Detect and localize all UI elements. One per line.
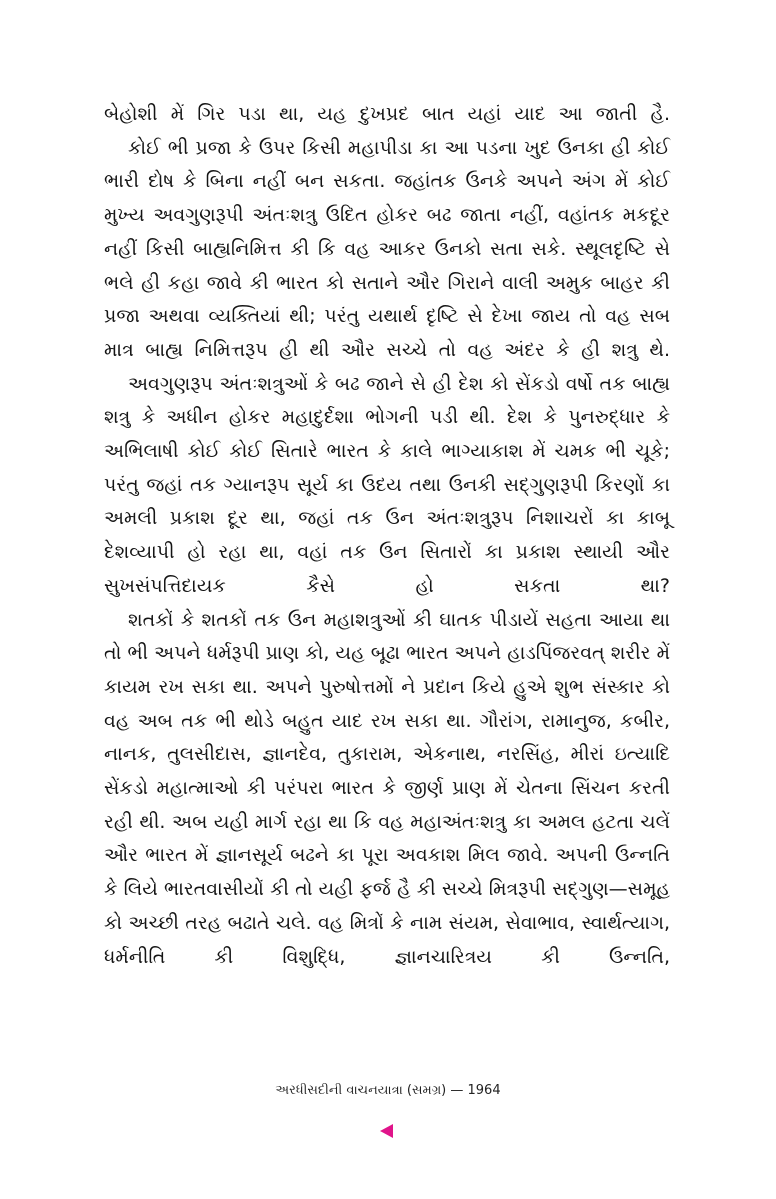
paragraph: શતકોં કે શતકોં તક ઉન મહાશત્રુઓં કી ઘાતક પીડાયેં સહતા આયા થા તો ભી અપને ધર્મરૂપી પ્રાણ કો, યહ બૂઢા ભારત અપને હાડપિંજરવત્ શરીર મેં કાયમ રખ સકા થા. અપને પુરુષોત્તમોં ને પ્રદાન કિયે હુએ શુભ સંસ્કાર કો વહ અબ તક ભી થોડે બહુત યાદ રખ સકા થા. ગૌરાંગ, રામાનુજ, કબીર, નાનક, તુલસીદાસ, જ્ઞાનદેવ, તુકારામ, એકનાથ, નરસિંહ, મીરાં ઇત્યાદિ સેંકડો મહાત્માઓ કી પરંપરા ભારત કે જીર્ણ પ્રાણ મેં ચેતના સિંચન કરતી રહી થી. અબ યહી માર્ગ રહા થા કિ વહ મહાઅંતઃશત્રુ કા અમલ હટતા ચલેં ઔર ભારત મેં જ્ઞાનસૂર્ય બઢને કા પૂરા અવકાશ મિલ જાવે. અપની ઉન્નતિ કે લિયે ભારતવાસીયોં કી તો યહી ફર્જ હૈ કી સચ્ચે મિત્રરૂપી સદ્ગુણ—સમૂહ કો અચ્છી તરહ બઢાતે ચલે. વહ મિત્રોં કે નામ સંયમ, સેવાભાવ, સ્વાર્થત્યાગ, ધર્મનીતિ કી વિશુદ્ધિ, જ્ઞાનચારિત્રય કી ઉન્નતિ, (104, 608, 670, 968)
page-body (104, 98, 670, 974)
paragraph-continuation: બેહોશી મેં ગિર પડા થા, યહ દુખપ્રદ બાત યહાં યાદ આ જાતી હૈ. (104, 103, 670, 125)
page-footer: અરધીસદીની વાચનયાત્રા (સમગ્ર) — 1964 (275, 1083, 501, 1098)
previous-page-arrow-icon[interactable] (380, 1124, 393, 1138)
paragraph: અવગુણરૂપ અંતઃશત્રુઓં કે બઢ જાને સે હી દેશ કો સેંકડો વર્ષો તક બાહ્ય શત્રુ કે અધીન હોકર મહાદુર્દશા ભોગની પડી થી. દેશ કે પુનરુદ્ધાર કે અભિલાષી કોઈ કોઈ સિતારે ભારત કે કાલે ભાગ્યાકાશ મેં ચમક ભી ચૂકે; પરંતુ જહાં તક ગ્યાનરૂપ સૂર્ય કા ઉદય તથા ઉનકી સદ્ગુણરૂપી કિરણોં કા અમલી પ્રકાશ દૂર થા, જહાં તક ઉન અંતઃશત્રુરૂપ નિશાચરોં કા કાબૂ દેશવ્યાપી હો રહા થા, વહાં તક ઉન સિતારોં કા પ્રકાશ સ્થાયી ઔર સુખસંપત્તિદાયક કૈસે હો સકતા થા? (104, 372, 670, 597)
paragraph: કોઈ ભી પ્રજા કે ઉપર કિસી મહાપીડા કા આ પડના ખુદ ઉનકા હી કોઈ ભારી દોષ કે બિના નહીં બન સકતા. જહાંતક ઉનકે અપને અંગ મેં કોઈ મુખ્ય અવગુણરૂપી અંતઃશત્રુ ઉદિત હોકર બઢ જાતા નહીં, વહાંતક મકદૂર નહીં કિસી બાહ્યનિમિત્ત કી કિ વહ આકર ઉનકો સતા સકે. સ્થૂલદૃષ્ટિ સે ભલે હી કહા જાવે કી ભારત કો સતાને ઔર ગિરાને વાલી અમુક બાહર કી પ્રજા અથવા વ્યક્તિયાં થી; પરંતુ યથાર્થ દૃષ્ટિ સે દેખા જાય તો વહ સબ માત્ર બાહ્ય નિમિત્તરૂપ હી થી ઔર સચ્ચે તો વહ અંદર કે હી શત્રુ થે. (104, 136, 670, 361)
